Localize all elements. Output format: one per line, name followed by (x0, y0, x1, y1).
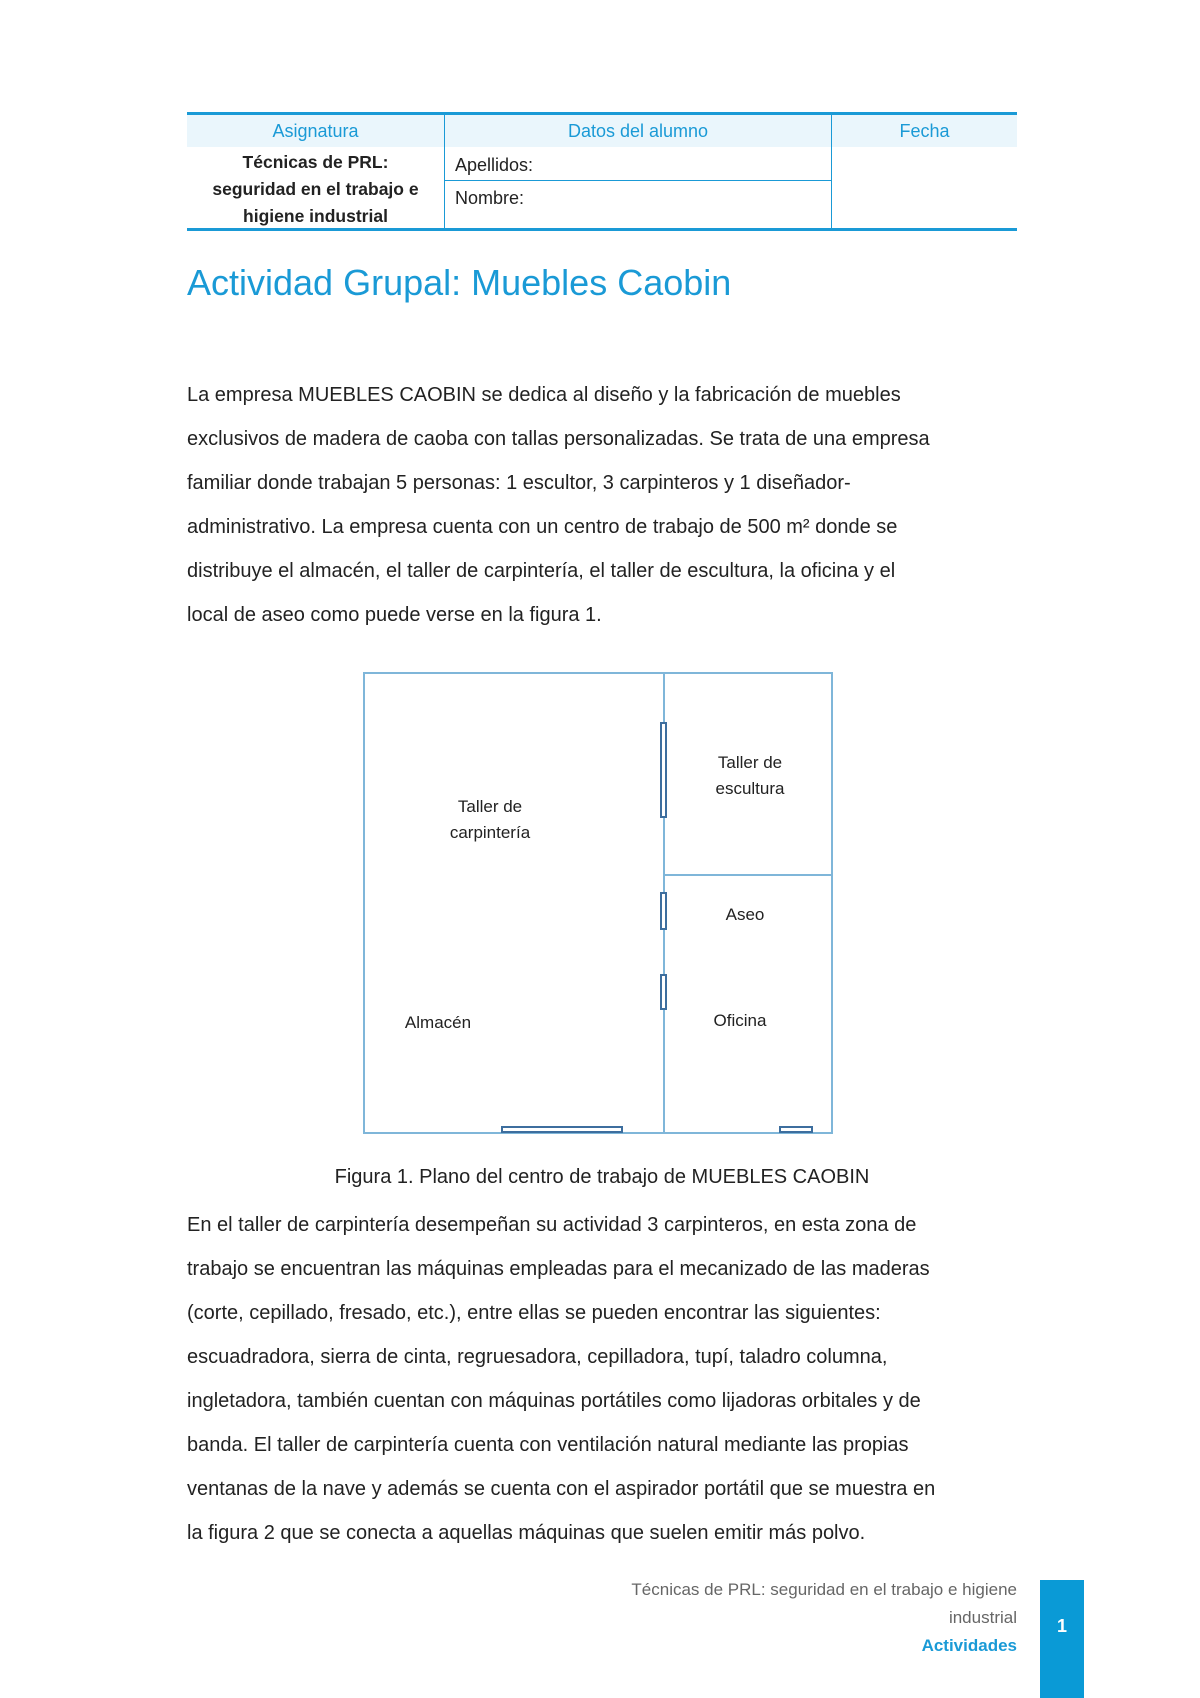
carpentry-label (425, 794, 555, 846)
divider (444, 115, 445, 228)
window (660, 722, 667, 818)
divider (445, 180, 831, 181)
carpentry-paragraph (187, 1203, 1017, 1555)
header-student-cell: Datos del alumno (445, 115, 831, 147)
floor-plan (363, 672, 833, 1134)
subject-line: higiene industrial (243, 206, 388, 226)
figure-caption: Figura 1. Plano del centro de trabajo de MUEBLES CAOBIN (334, 1166, 870, 1188)
text-line: trabajo se encuentran las máquinas empleadas para el mecanizado de las maderas (187, 1258, 930, 1280)
text-line: ventanas de la nave y además se cuenta con el aspirador portátil que se muestra en (187, 1478, 936, 1500)
text-line: ingletadora, también cuentan con máquinas portátiles como lijadoras orbitales y de (187, 1390, 921, 1412)
text-line: administrativo. La empresa cuenta con un centro de trabajo de 500 m² donde se (187, 516, 898, 538)
door (779, 1126, 813, 1133)
surname-field[interactable]: Apellidos: (455, 155, 534, 175)
entrance-door (501, 1126, 623, 1133)
label-line: Taller de (457, 797, 523, 816)
text-line: exclusivos de madera de caoba con tallas personalizadas. Se trata de una empresa (187, 428, 930, 450)
text-line: local de aseo como puede verse en la figura 1. (187, 604, 602, 626)
label-line: Taller de (717, 753, 783, 772)
header-table (187, 112, 1017, 231)
text-line: distribuye el almacén, el taller de carpintería, el taller de escultura, la oficina y el (187, 560, 896, 582)
subject-name (187, 148, 444, 231)
intro-paragraph (187, 373, 1017, 637)
page-title: Actividad Grupal: Muebles Caobin (187, 262, 732, 303)
text-line: La empresa MUEBLES CAOBIN se dedica al diseño y la fabricación de muebles (187, 384, 901, 406)
text-line: escuadradora, sierra de cinta, regruesadora, cepilladora, tupí, taladro columna, (187, 1346, 888, 1368)
door (660, 974, 667, 1010)
subject-line: seguridad en el trabajo e (212, 179, 419, 199)
page-number: 1 (1040, 1580, 1084, 1698)
name-field[interactable]: Nombre: (455, 188, 525, 208)
footer-course: industrial (948, 1608, 1017, 1627)
label-line: escultura (715, 779, 785, 798)
footer-section: Actividades (921, 1636, 1017, 1655)
wall (663, 874, 831, 876)
text-line: familiar donde trabajan 5 personas: 1 escultor, 3 carpinteros y 1 diseñador- (187, 472, 851, 494)
text-line: (corte, cepillado, fresado, etc.), entre ellas se pueden encontrar las siguientes: (187, 1302, 881, 1324)
text-line: En el taller de carpintería desempeñan su actividad 3 carpinteros, en esta zona de (187, 1214, 917, 1236)
footer-course: Técnicas de PRL: seguridad en el trabajo e higiene (631, 1580, 1017, 1599)
warehouse-label: Almacén (404, 1013, 472, 1032)
header-subject-cell: Asignatura (187, 115, 444, 147)
text-line: banda. El taller de carpintería cuenta con ventilación natural mediante las propias (187, 1434, 909, 1456)
text-line: la figura 2 que se conecta a aquellas máquinas que suelen emitir más polvo. (187, 1522, 866, 1544)
divider (831, 115, 832, 228)
label-line: carpintería (449, 823, 531, 842)
header-date-cell: Fecha (832, 115, 1017, 147)
subject-line: Técnicas de PRL: (242, 152, 389, 172)
sculpture-label (675, 750, 825, 802)
door (660, 892, 667, 930)
restroom-label: Aseo (725, 905, 765, 924)
office-label: Oficina (713, 1011, 767, 1030)
